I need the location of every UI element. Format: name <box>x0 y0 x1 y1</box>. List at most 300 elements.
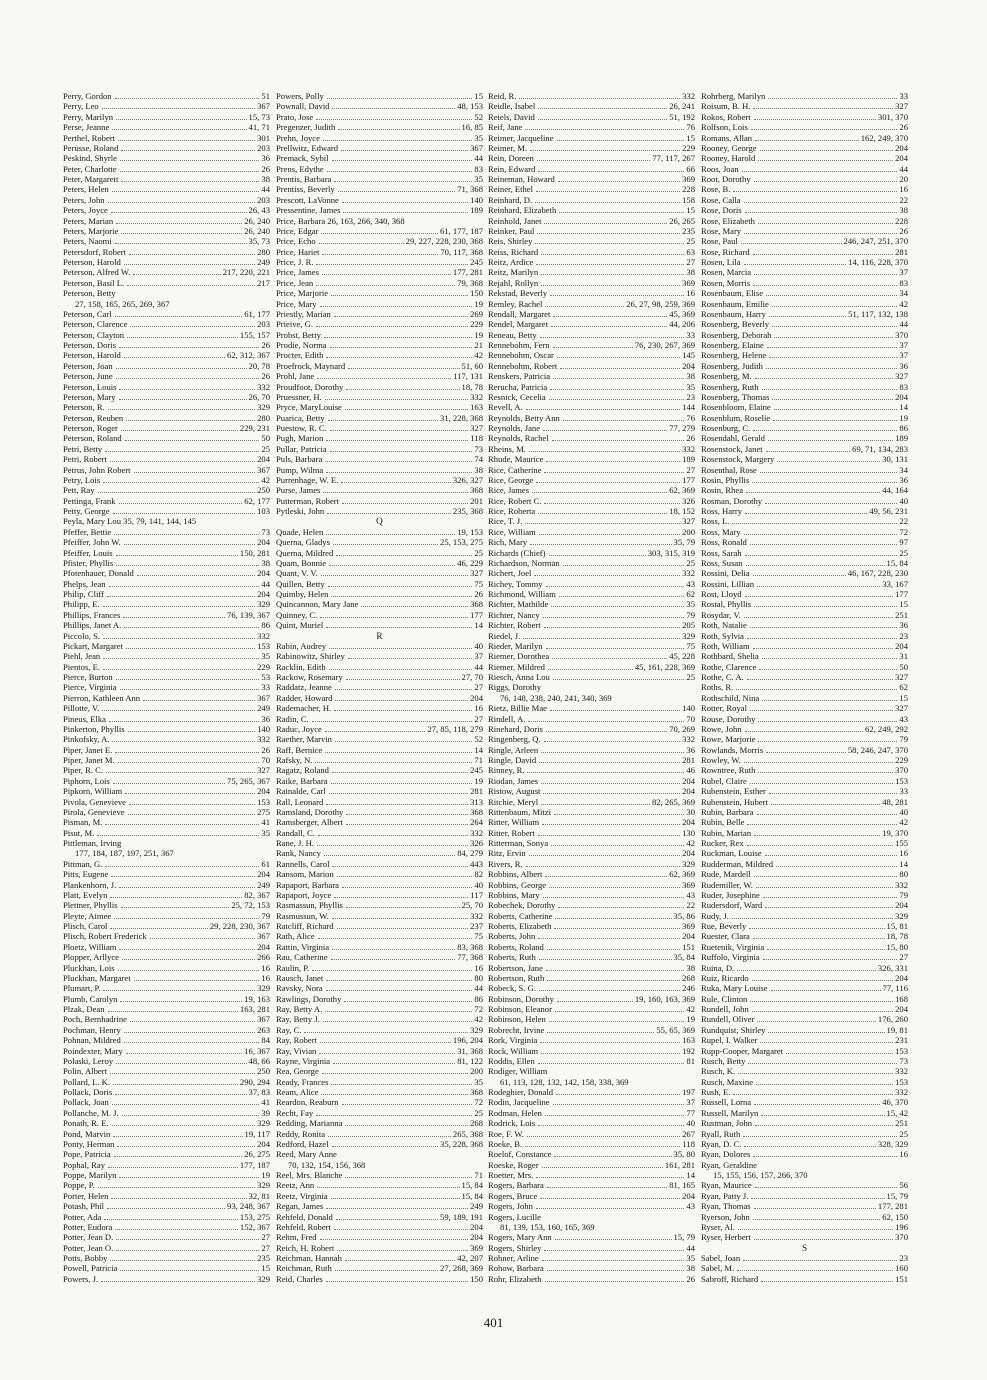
dot-leader <box>753 1219 880 1220</box>
index-entry <box>276 454 483 464</box>
index-entry <box>701 153 908 163</box>
dot-leader <box>119 399 247 400</box>
entry-name: Rayne, Virginia <box>276 1055 331 1066</box>
entry-pages: 370 <box>895 765 908 776</box>
entry-pages: 15, 79 <box>673 1232 695 1243</box>
index-entry <box>63 371 270 381</box>
index-entry <box>276 807 483 817</box>
entry-name: Philip, Cliff <box>63 589 104 599</box>
entry-name: Reichman, Hannah <box>276 1253 342 1263</box>
entry-pages: 332 <box>470 910 483 921</box>
dot-leader <box>97 835 259 836</box>
dot-leader <box>744 617 893 618</box>
index-entry <box>276 921 483 931</box>
index-entry <box>488 112 695 122</box>
index-entry <box>701 776 908 786</box>
entry-pages: 26 <box>261 744 270 755</box>
dot-leader <box>330 430 468 431</box>
entry-pages: 97 <box>899 537 908 548</box>
entry-pages: 204 <box>470 692 483 703</box>
entry-name: Proudfoot, Dorothy <box>276 381 344 392</box>
dot-leader <box>737 970 876 971</box>
dot-leader <box>549 1021 685 1022</box>
entry-name: Sabroff, Richard <box>701 1273 759 1284</box>
dot-leader <box>538 1125 684 1126</box>
index-entry <box>701 662 908 672</box>
dot-leader <box>744 762 893 763</box>
entry-pages: 370 <box>895 329 908 340</box>
dot-leader <box>106 772 255 773</box>
dot-leader <box>751 1198 884 1199</box>
index-entry-pages-continued <box>63 848 270 858</box>
dot-leader <box>325 461 472 462</box>
entry-pages: 35, 79 <box>673 537 695 548</box>
dot-leader <box>116 565 259 566</box>
index-entry <box>701 983 908 993</box>
dot-leader <box>330 451 473 452</box>
dot-leader <box>541 254 684 255</box>
entry-pages: 281 <box>470 786 483 797</box>
index-entry <box>63 662 270 672</box>
dot-leader <box>549 399 685 400</box>
dot-leader <box>553 679 685 680</box>
index-entry <box>63 1253 270 1263</box>
index-entry <box>63 382 270 392</box>
entry-pages: 19 <box>474 329 483 340</box>
entry-pages: 25 <box>686 672 695 682</box>
index-entry <box>488 247 695 257</box>
dot-leader <box>331 1198 460 1199</box>
entry-pages: 329 <box>257 1118 270 1129</box>
entry-pages: 332 <box>257 630 270 641</box>
index-entry <box>701 1129 908 1139</box>
entry-name: Prieive, G. <box>276 319 313 330</box>
entry-name: Price, Echo <box>276 236 316 247</box>
dot-leader <box>763 897 898 898</box>
index-entry <box>701 693 908 703</box>
dot-leader <box>320 306 473 307</box>
entry-pages: 332 <box>682 91 695 101</box>
dot-leader <box>325 1011 472 1012</box>
entry-name: Roetter, Mrs. <box>488 1170 534 1180</box>
entry-pages: 62, 177 <box>244 495 270 506</box>
entry-name: Pullar, Patricia <box>276 443 327 454</box>
entry-pages: 44 <box>899 163 908 174</box>
entry-pages: 332 <box>470 391 483 402</box>
entry-name: Rude, Mardell <box>701 869 751 880</box>
entry-pages: 228 <box>895 215 908 226</box>
index-entry <box>276 309 483 319</box>
index-entry <box>63 714 270 724</box>
entry-name: Querna, Mildred <box>276 547 334 558</box>
entry-name: Riedel, J. <box>488 630 521 641</box>
index-entry <box>63 1149 270 1159</box>
entry-name: Reinhard, Elizabeth <box>488 205 557 216</box>
entry-pages: 204 <box>895 640 908 651</box>
entry-pages: 367 <box>257 101 270 112</box>
dot-leader <box>558 181 680 182</box>
dot-leader <box>126 1053 242 1054</box>
index-entry <box>701 1212 908 1222</box>
dot-leader <box>560 368 680 369</box>
dot-leader <box>115 1094 246 1095</box>
index-entry <box>488 911 695 921</box>
entry-name: Piper, Janet M. <box>63 755 115 765</box>
dot-leader <box>746 492 880 493</box>
entry-name: Rerucha, Patricia <box>488 381 548 392</box>
entry-pages: 20 <box>899 174 908 184</box>
entry-pages: 140 <box>470 194 483 205</box>
entry-name: Ransom, Marion <box>276 869 334 880</box>
entry-pages: 16 <box>261 972 270 983</box>
entry-pages: 327 <box>895 371 908 382</box>
entry-name: Rock, William <box>488 1045 539 1056</box>
index-entry <box>488 838 695 848</box>
entry-pages: 42 <box>474 350 483 361</box>
dot-leader <box>532 492 667 493</box>
entry-name: Polin, Albert <box>63 1066 107 1077</box>
entry-name: Roberts, Elizabeth <box>488 921 552 931</box>
dot-leader <box>741 243 842 244</box>
entry-name: Phillips, Janet A. <box>63 620 122 631</box>
dot-leader <box>551 845 684 846</box>
index-entry <box>488 91 695 101</box>
entry-name: Richardson, Norman <box>488 557 560 568</box>
entry-pages: 83 <box>899 277 908 288</box>
entry-pages: 27 <box>899 952 908 963</box>
index-entry <box>488 620 695 630</box>
dot-leader <box>108 1011 238 1012</box>
dot-leader <box>331 596 472 597</box>
dot-leader <box>750 710 893 711</box>
dot-leader <box>753 1156 897 1157</box>
index-entry <box>63 693 270 703</box>
dot-leader <box>344 1001 472 1002</box>
dot-leader <box>112 191 260 192</box>
index-entry <box>276 1149 483 1159</box>
entry-pages: 26 <box>474 589 483 599</box>
dot-leader <box>312 721 473 722</box>
entry-pages: 35 <box>474 174 483 184</box>
entry-name: Reel, Mrs. Blanche <box>276 1170 343 1180</box>
index-entry <box>63 267 270 277</box>
dot-leader <box>736 689 897 690</box>
entry-name: Rosendahl, Gerald <box>701 433 765 444</box>
index-entry <box>488 454 695 464</box>
index-entry <box>701 267 908 277</box>
entry-name: Powell, Patricia <box>63 1263 118 1274</box>
dot-leader <box>551 326 667 327</box>
entry-pages: 25 <box>899 547 908 558</box>
dot-leader <box>530 544 671 545</box>
dot-leader <box>304 1032 468 1033</box>
entry-name: Pfeiffer, John W. <box>63 537 121 548</box>
index-entry <box>276 475 483 485</box>
entry-pages: 27 <box>686 464 695 475</box>
index-entry <box>276 1180 483 1190</box>
entry-pages: 229 <box>470 319 483 330</box>
entry-name: Poppe, P. <box>63 1180 95 1191</box>
index-entry <box>701 537 908 547</box>
entry-name: Price, J. R. <box>276 257 314 267</box>
entry-name: Pond, Marvin <box>63 1128 111 1139</box>
entry-name: Rodiger, William <box>488 1066 548 1077</box>
dot-leader <box>536 1177 684 1178</box>
dot-leader <box>538 835 680 836</box>
dot-leader <box>559 212 684 213</box>
index-entry <box>276 952 483 962</box>
entry-pages: 18, 152 <box>669 506 695 516</box>
entry-name: Rue, Beverly <box>701 921 747 931</box>
entry-pages: 15, 80 <box>886 941 908 952</box>
index-entry <box>276 1077 483 1087</box>
entry-pages: 44 <box>899 319 908 330</box>
entry-name: Rudderman, Mildred <box>701 858 774 869</box>
index-entry <box>488 1180 695 1190</box>
entry-name: Pittleman, Irving <box>63 838 122 848</box>
entry-name: Piper, Janet E. <box>63 744 113 755</box>
entry-name: Riemer, Dorothea <box>488 651 550 662</box>
entry-pages: 44 <box>261 184 270 195</box>
entry-name: Peterson, Alfred W. <box>63 267 131 278</box>
entry-pages: 61, 177 <box>244 308 270 319</box>
dot-leader <box>128 814 256 815</box>
entry-pages: 162, 249, 370 <box>860 132 908 143</box>
entry-name: Rietz, Billie Mae <box>488 703 547 714</box>
index-entry <box>276 963 483 973</box>
dot-leader <box>320 1042 451 1043</box>
entry-pages: 27, 268, 369 <box>440 1263 483 1274</box>
dot-leader <box>536 482 680 483</box>
entry-name: Reed, Mary Anne <box>276 1149 337 1160</box>
entry-pages: 268 <box>682 972 695 983</box>
entry-name: Rice, George <box>488 474 534 485</box>
index-entry <box>63 1035 270 1045</box>
entry-name: Reiner, Ethel <box>488 184 533 195</box>
entry-name: Robertson, Ruth <box>488 972 545 983</box>
entry-pages: 368 <box>470 485 483 496</box>
dot-leader <box>125 793 255 794</box>
dot-leader <box>334 710 472 711</box>
entry-name: Peter, Charlotte <box>63 163 117 174</box>
entry-name: Peterson, Doris <box>63 340 116 350</box>
dot-leader <box>754 876 898 877</box>
entry-name: Peters, Helen <box>63 184 109 195</box>
index-entry <box>276 1201 483 1211</box>
dot-leader <box>103 658 259 659</box>
index-entry <box>276 682 483 692</box>
entry-name: Pollard, L. K. <box>63 1076 111 1087</box>
entry-name: Redford, Hazel <box>276 1138 329 1149</box>
dot-leader <box>760 1042 893 1043</box>
entry-pages: 45, 228 <box>669 651 695 662</box>
entry-pages: 204 <box>895 972 908 983</box>
index-entry <box>276 548 483 558</box>
dot-leader <box>124 357 225 358</box>
entry-name: Rohrberg, Marilyn <box>701 91 766 101</box>
dot-leader <box>116 555 238 556</box>
entry-name: Ray, C. <box>276 1024 302 1035</box>
entry-name: Puestow, R. C. <box>276 423 327 433</box>
entry-name: Peterson, Roger <box>63 423 118 433</box>
dot-leader <box>538 938 680 939</box>
index-entry <box>488 1035 695 1045</box>
entry-name: Peters, Joyce <box>63 205 108 216</box>
index-entry <box>701 1004 908 1014</box>
index-entry <box>63 682 270 692</box>
entry-name: Peters, Naomi <box>63 236 112 247</box>
dot-leader <box>111 876 255 877</box>
dot-leader <box>326 627 472 628</box>
dot-leader <box>539 959 672 960</box>
dot-leader <box>317 378 451 379</box>
entry-name: Russell, Lorna <box>701 1097 752 1108</box>
index-entry <box>63 236 270 246</box>
index-entry <box>701 205 908 215</box>
dot-leader <box>772 306 898 307</box>
dot-leader <box>326 804 468 805</box>
index-entry <box>63 890 270 900</box>
index-entry <box>701 880 908 890</box>
dot-leader <box>134 472 256 473</box>
index-entry <box>488 361 695 371</box>
entry-pages: 51, 60 <box>461 360 483 371</box>
index-entry <box>701 288 908 298</box>
dot-leader <box>121 233 242 234</box>
dot-leader <box>527 1136 680 1137</box>
entry-name: Ruffolo, Virginia <box>701 952 760 963</box>
entry-pages: 14 <box>686 1170 695 1180</box>
entry-pages: 46 <box>686 765 695 776</box>
entry-name: Peskind, Shyrle <box>63 153 117 164</box>
entry-name: Reitz, Marilyn <box>488 267 539 278</box>
entry-pages: 151 <box>682 941 695 952</box>
entry-name: Rieder, Marilyn <box>488 640 543 651</box>
dot-leader <box>540 1198 680 1199</box>
dot-leader <box>766 368 898 369</box>
index-entry <box>276 1056 483 1066</box>
dot-leader <box>547 1032 654 1033</box>
dot-leader <box>335 1270 438 1271</box>
entry-name: Rubin, Belle <box>701 817 745 828</box>
dot-leader <box>545 306 624 307</box>
dot-leader <box>137 575 255 576</box>
entry-pages: 177 <box>682 474 695 485</box>
entry-pages: 77, 117, 267 <box>652 153 695 164</box>
index-entry <box>701 1118 908 1128</box>
entry-pages: 203 <box>257 142 270 153</box>
entry-pages: 204 <box>257 1138 270 1149</box>
index-entry <box>488 444 695 454</box>
entry-pages: 14 <box>899 858 908 869</box>
entry-name: Redding, Marianna <box>276 1118 343 1129</box>
entry-pages: 228 <box>682 184 695 195</box>
entry-pages: 151 <box>895 1273 908 1284</box>
index-entry <box>63 1077 270 1087</box>
entry-pages: 34 <box>899 464 908 475</box>
entry-name: Roddis, Ellen <box>488 1055 535 1066</box>
index-entry <box>63 1087 270 1097</box>
index-entry <box>701 216 908 226</box>
dot-leader <box>765 907 893 908</box>
entry-name: Pump, Wilma <box>276 464 324 475</box>
entry-pages: 27, 70 <box>461 672 483 682</box>
dot-leader <box>321 233 438 234</box>
entry-pages: 144 <box>682 402 695 413</box>
entry-name: Rosenbaum, Emilie <box>701 298 769 309</box>
dot-leader <box>116 119 246 120</box>
index-entry <box>63 776 270 786</box>
index-entry <box>701 568 908 578</box>
dot-leader <box>118 970 260 971</box>
entry-name: Poch, Bernhadrine <box>63 1014 127 1025</box>
index-entry <box>488 714 695 724</box>
entry-name: Rodin, Jacqueline <box>488 1097 550 1108</box>
entry-name: Reitz, Ardice <box>488 257 534 267</box>
entry-pages: 204 <box>682 786 695 797</box>
index-entry <box>701 413 908 423</box>
entry-pages: 204 <box>895 391 908 402</box>
entry-pages: 31 <box>899 651 908 662</box>
entry-name: Pivola, Genevieve <box>63 796 127 807</box>
entry-pages: 245 <box>470 257 483 267</box>
index-entry <box>488 859 695 869</box>
index-entry <box>276 1222 483 1232</box>
entry-pages: 44, 164 <box>882 485 908 496</box>
entry-pages: 15, 73 <box>248 111 270 122</box>
dot-leader <box>319 1053 455 1054</box>
entry-name: Rice, Robert C. <box>488 495 542 506</box>
dot-leader <box>119 949 255 950</box>
entry-name: Regan, James <box>276 1201 324 1212</box>
entry-pages: 189 <box>682 454 695 465</box>
dot-leader <box>122 1115 260 1116</box>
dot-leader <box>553 378 684 379</box>
dot-leader <box>102 108 255 109</box>
entry-pages: 62, 312, 367 <box>227 350 270 361</box>
index-entry <box>488 631 695 641</box>
dot-leader <box>753 285 897 286</box>
entry-pages: 51 <box>261 91 270 101</box>
dot-leader <box>753 254 893 255</box>
dot-leader <box>555 1011 684 1012</box>
entry-name: Pientos, E. <box>63 661 101 672</box>
index-entry <box>701 786 908 796</box>
dot-leader <box>554 928 680 929</box>
index-entry <box>488 745 695 755</box>
entry-name: Reinker, Paul <box>488 225 535 236</box>
entry-name: Ryall, Ruth <box>701 1128 741 1139</box>
entry-pages: 301 <box>257 132 270 143</box>
entry-pages: 55, 65, 369 <box>656 1024 695 1035</box>
dot-leader <box>754 606 897 607</box>
dot-leader <box>110 928 207 929</box>
dot-leader <box>119 503 243 504</box>
entry-name: Rosenberg, Deborah <box>701 329 772 340</box>
entry-pages: 140 <box>682 703 695 714</box>
index-entry <box>276 288 483 298</box>
entry-name: Rejahl, Rollyn <box>488 277 539 288</box>
dot-leader <box>316 119 472 120</box>
entry-pages: 62, 249, 292 <box>865 723 908 734</box>
entry-name: Rothe, C. A. <box>701 672 744 682</box>
entry-pages: 82, 367 <box>244 889 270 900</box>
entry-name: Roos, Joan <box>701 163 739 174</box>
index-entry <box>276 745 483 755</box>
index-entry <box>488 755 695 765</box>
index-entry <box>63 817 270 827</box>
entry-pages: 37 <box>474 651 483 662</box>
